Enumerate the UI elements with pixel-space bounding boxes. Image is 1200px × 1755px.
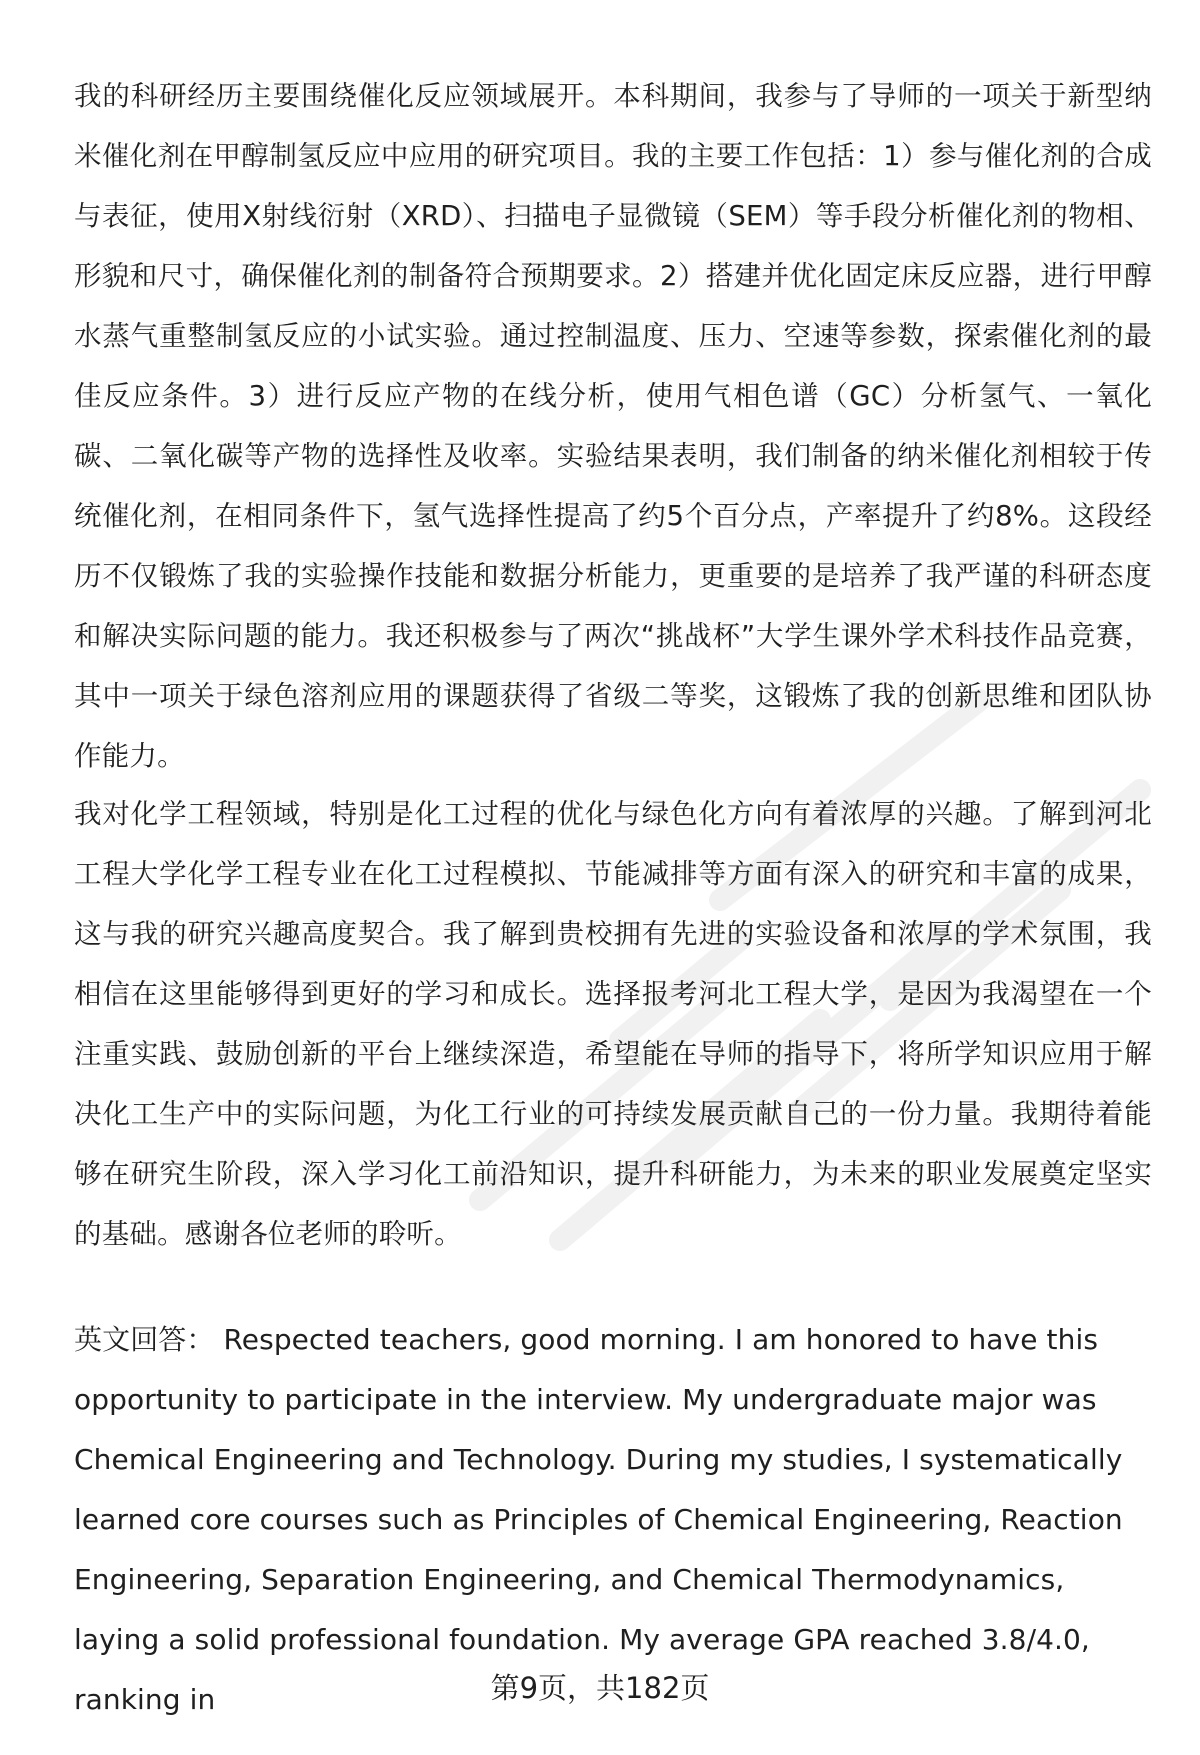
page-number-footer: 第9页，共182页 (490, 1671, 710, 1705)
body-paragraph-motivation: 我对化学工程领域，特别是化工过程的优化与绿色化方向有着浓厚的兴趣。了解到河北工程大学化学工程专业在化工过程模拟、节能减排等方面有深入的研究和丰富的成果，这与我的研究兴趣高度契合。我了解到贵校拥有先进的实验设备和浓厚的学术氛围，我相信在这里能够得到更好的学习和成长。选择报考河北工程大学，是因为我渴望在一个注重实践、鼓励创新的平台上继续深造，希望能在导师的指导下，将所学知识应用于解决化工生产中的实际问题，为化工行业的可持续发展贡献自己的一份力量。我期待着能够在研究生阶段，深入学习化工前沿知识，提升科研能力，为未来的职业发展奠定坚实的基础。感谢各位老师的聆听。 (74, 798, 1152, 1250)
body-paragraph-english: 英文回答： Respected teachers, good morning. I am honored to have this opportunity to participate in the interview. My undergraduate major was Chemical Engineering and Technology. During my studies, I systematically learned core courses such as Principles of Chemical Engineering, Reaction Engineering, Separation Engineering, and Chemical Thermodynamics, laying a solid professional foundation. My average GPA reached 3.8/4.0, ranking in (74, 1323, 1123, 1716)
body-paragraph-research: 我的科研经历主要围绕催化反应领域展开。本科期间，我参与了导师的一项关于新型纳米催化剂在甲醇制氢反应中应用的研究项目。我的主要工作包括：1）参与催化剂的合成与表征，使用X射线衍射（XRD）、扫描电子显微镜（SEM）等手段分析催化剂的物相、形貌和尺寸，确保催化剂的制备符合预期要求。2）搭建并优化固定床反应器，进行甲醇水蒸气重整制氢反应的小试实验。通过控制温度、压力、空速等参数，探索催化剂的最佳反应条件。3）进行反应产物的在线分析，使用气相色谱（GC）分析氢气、一氧化碳、二氧化碳等产物的选择性及收率。实验结果表明，我们制备的纳米催化剂相较于传统催化剂，在相同条件下，氢气选择性提高了约5个百分点，产率提升了约8%。这段经历不仅锻炼了我的实验操作技能和数据分析能力，更重要的是培养了我严谨的科研态度和解决实际问题的能力。我还积极参与了两次“挑战杯”大学生课外学术科技作品竞赛，其中一项关于绿色溶剂应用的课题获得了省级二等奖，这锻炼了我的创新思维和团队协作能力。 (74, 80, 1152, 772)
